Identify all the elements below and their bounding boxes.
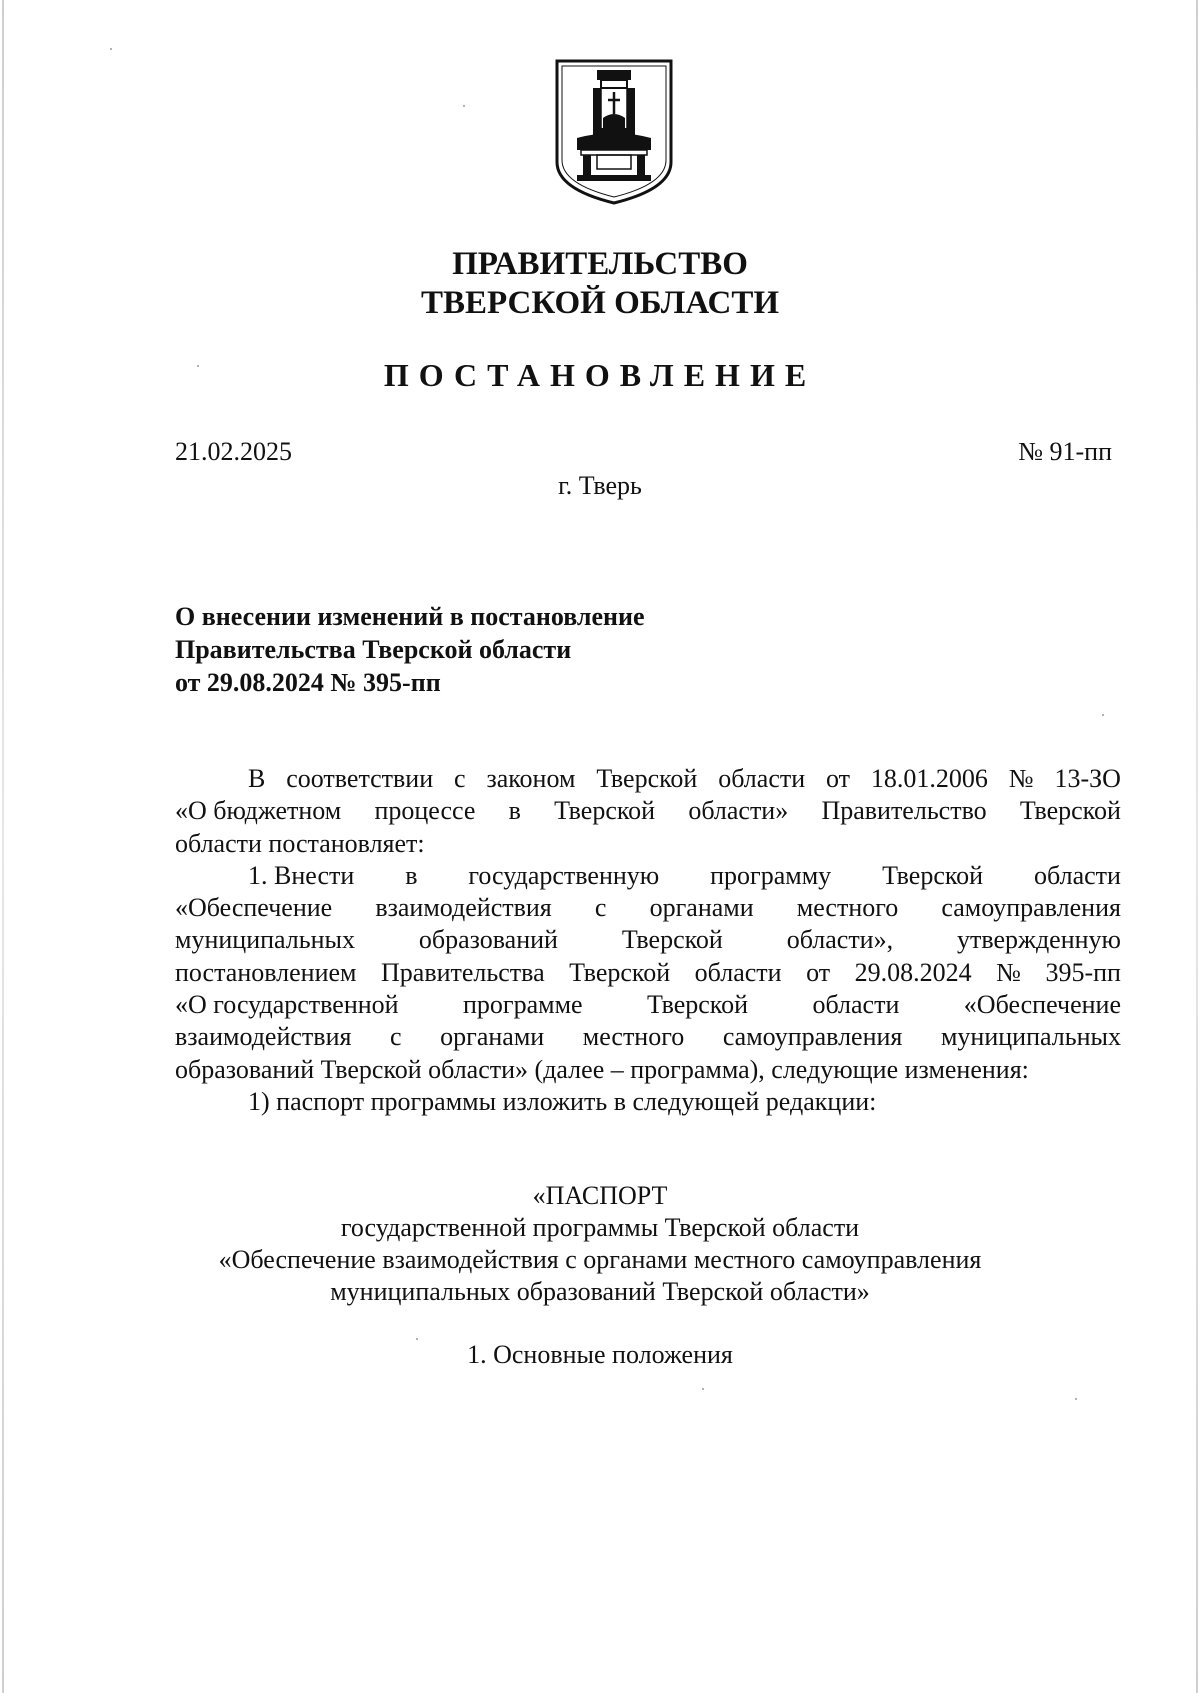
body-word: области	[812, 990, 900, 1020]
body-word: от	[806, 957, 831, 987]
scan-speck	[1102, 714, 1104, 716]
body-line: 1) паспорт программы изложить в следующей редакции:	[248, 1086, 877, 1116]
body-word: с	[390, 1022, 402, 1052]
government-region: ТВЕРСКОЙ ОБЛАСТИ	[420, 285, 780, 321]
body-word: Правительства	[381, 957, 545, 987]
body-word: Тверской	[647, 990, 749, 1020]
document-title	[175, 600, 645, 699]
title-line: О внесении изменений в постановление	[175, 602, 645, 631]
passport-line: государственной программы Тверской области	[340, 1213, 860, 1242]
body-word: 29.08.2024	[854, 957, 972, 987]
passport-section-title: 1. Основные положения	[467, 1340, 733, 1369]
title-line: Правительства Тверской области	[175, 635, 572, 664]
document-type: ПОСТАНОВЛЕНИЕ	[383, 357, 817, 393]
document-number: № 91-пп	[1018, 437, 1112, 466]
body-word: области	[1034, 860, 1121, 890]
document-date: 21.02.2025	[175, 437, 292, 466]
scan-speck	[702, 1388, 704, 1390]
passport-heading: «ПАСПОРТ	[532, 1181, 668, 1210]
body-word: соответствии	[286, 764, 434, 793]
body-word: «Обеспечение	[963, 990, 1121, 1020]
scan-speck	[1075, 1398, 1077, 1400]
body-word: взаимодействия	[175, 1022, 352, 1052]
body-word: Тверской	[621, 925, 723, 955]
body-line	[175, 763, 1121, 795]
body-word: законом	[486, 764, 576, 793]
body-word: местного	[796, 893, 899, 923]
scan-speck	[416, 1338, 418, 1340]
document-city: г. Тверь	[558, 471, 642, 500]
body-word: области	[718, 764, 806, 793]
body-word: утвержденную	[956, 925, 1121, 955]
body-word: взаимодействия	[375, 893, 552, 923]
body-word: области»,	[786, 925, 894, 955]
body-word: самоуправления	[941, 893, 1121, 923]
document-body	[175, 763, 1121, 1118]
body-word: в	[508, 796, 521, 826]
body-line: области постановляет:	[175, 828, 425, 858]
scan-speck	[110, 48, 112, 50]
body-word: области	[694, 957, 782, 987]
passport-line: «Обеспечение взаимодействия с органами местного самоуправления	[218, 1245, 982, 1274]
body-line	[175, 892, 1121, 924]
government-name: ПРАВИТЕЛЬСТВО	[452, 246, 748, 282]
body-word: самоуправления	[722, 1022, 903, 1052]
body-word: В	[248, 764, 266, 793]
body-word: с	[594, 893, 607, 923]
body-word: №	[1008, 764, 1034, 793]
passport-line: муниципальных образований Тверской области»	[330, 1277, 870, 1306]
body-word: 1. Внести	[248, 860, 355, 890]
body-word: процессе	[374, 796, 476, 826]
body-word: органами	[440, 1022, 545, 1052]
body-word: местного	[582, 1022, 685, 1052]
body-line	[175, 795, 1121, 827]
body-word: «О государственной	[175, 990, 399, 1020]
title-line: от 29.08.2024 № 395-пп	[175, 668, 441, 697]
body-word: Тверской	[554, 796, 656, 826]
body-word: органами	[649, 893, 754, 923]
body-word: «О бюджетном	[175, 796, 342, 826]
body-word: с	[454, 764, 466, 793]
body-line	[175, 989, 1121, 1021]
scan-speck	[197, 365, 199, 367]
body-word: Тверской	[882, 860, 984, 890]
body-word: Тверской	[1019, 796, 1121, 826]
body-line	[175, 957, 1121, 989]
body-word: образований	[418, 925, 558, 955]
body-word: государственную	[468, 860, 660, 890]
body-line: образований Тверской области» (далее – программа), следующие изменения:	[175, 1054, 1029, 1084]
body-word: Правительство	[821, 796, 987, 826]
body-word: 18.01.2006	[870, 764, 988, 793]
body-word: в	[405, 860, 418, 890]
body-word: 13-ЗО	[1054, 764, 1121, 793]
coat-of-arms-icon	[553, 58, 675, 206]
scan-speck	[463, 105, 465, 107]
body-word: «Обеспечение	[175, 893, 333, 923]
body-word: Тверской	[596, 764, 698, 793]
body-word: 395-пп	[1045, 957, 1121, 987]
body-word: муниципальных	[175, 925, 356, 955]
body-word: программу	[710, 860, 832, 890]
body-word: муниципальных	[940, 1022, 1121, 1052]
body-word: №	[996, 957, 1021, 987]
body-line	[175, 860, 1121, 892]
body-word: от	[826, 764, 851, 793]
body-word: программе	[463, 990, 583, 1020]
body-word: Тверской	[569, 957, 671, 987]
body-word: области»	[688, 796, 789, 826]
body-line	[175, 1021, 1121, 1053]
body-line	[175, 924, 1121, 956]
body-word: постановлением	[175, 957, 357, 987]
